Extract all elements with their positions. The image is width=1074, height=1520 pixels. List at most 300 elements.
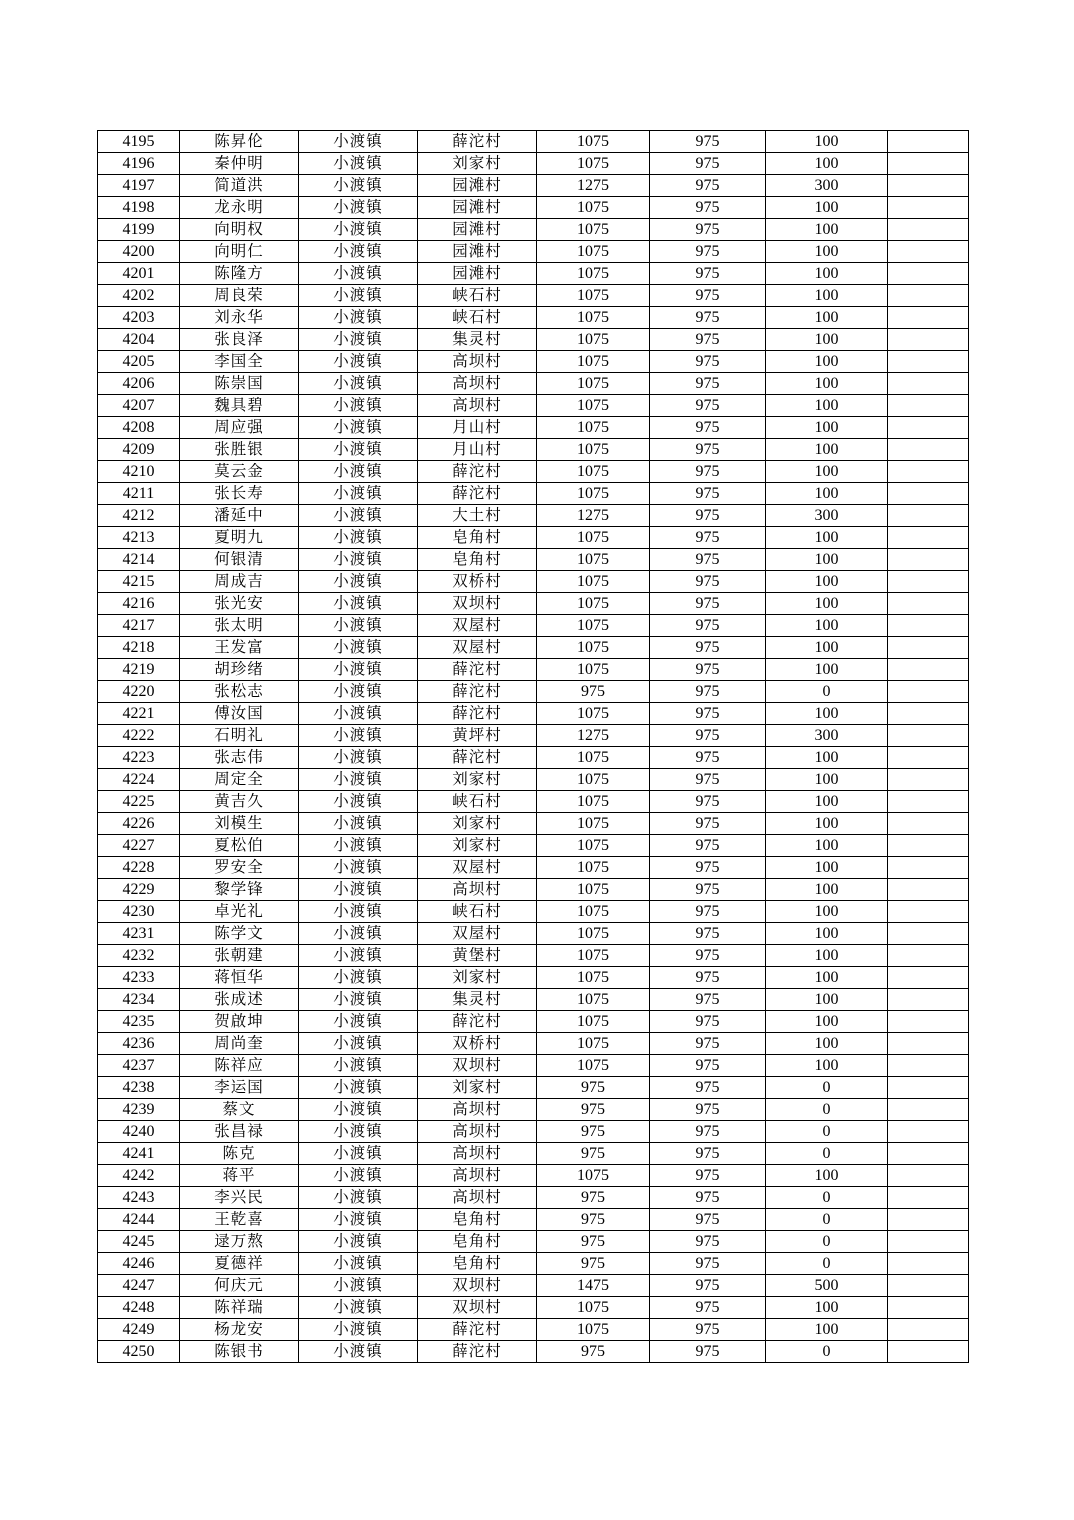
table-row xyxy=(98,1253,969,1275)
cell-amount-b: 975 xyxy=(650,659,766,681)
cell-name: 夏明九 xyxy=(180,527,299,549)
cell-amount-a: 1075 xyxy=(537,747,650,769)
cell-amount-diff: 100 xyxy=(766,967,888,989)
cell-amount-a: 1075 xyxy=(537,351,650,373)
cell-row-number: 4201 xyxy=(98,263,180,285)
cell-row-number: 4207 xyxy=(98,395,180,417)
cell-amount-b: 975 xyxy=(650,461,766,483)
table-row xyxy=(98,505,969,527)
cell-row-number: 4241 xyxy=(98,1143,180,1165)
cell-village: 薛沱村 xyxy=(418,703,537,725)
cell-village: 刘家村 xyxy=(418,1077,537,1099)
cell-amount-a: 975 xyxy=(537,1187,650,1209)
cell-amount-b: 975 xyxy=(650,989,766,1011)
cell-town: 小渡镇 xyxy=(299,395,418,417)
cell-row-number: 4247 xyxy=(98,1275,180,1297)
table-row xyxy=(98,1187,969,1209)
table-row xyxy=(98,791,969,813)
cell-amount-a: 975 xyxy=(537,1253,650,1275)
cell-remark xyxy=(888,901,969,923)
cell-village: 园滩村 xyxy=(418,241,537,263)
cell-amount-a: 1075 xyxy=(537,615,650,637)
cell-name: 夏松伯 xyxy=(180,835,299,857)
cell-town: 小渡镇 xyxy=(299,989,418,1011)
table-row xyxy=(98,967,969,989)
cell-remark xyxy=(888,835,969,857)
cell-town: 小渡镇 xyxy=(299,219,418,241)
cell-remark xyxy=(888,1319,969,1341)
cell-amount-diff: 100 xyxy=(766,637,888,659)
cell-remark xyxy=(888,659,969,681)
cell-village: 峡石村 xyxy=(418,307,537,329)
table-row xyxy=(98,197,969,219)
table-row xyxy=(98,351,969,373)
cell-town: 小渡镇 xyxy=(299,1011,418,1033)
cell-amount-diff: 100 xyxy=(766,395,888,417)
cell-remark xyxy=(888,1165,969,1187)
cell-town: 小渡镇 xyxy=(299,241,418,263)
cell-amount-diff: 0 xyxy=(766,1143,888,1165)
cell-amount-diff: 100 xyxy=(766,923,888,945)
cell-amount-b: 975 xyxy=(650,1077,766,1099)
cell-amount-a: 975 xyxy=(537,1143,650,1165)
cell-amount-b: 975 xyxy=(650,945,766,967)
cell-row-number: 4200 xyxy=(98,241,180,263)
cell-village: 双桥村 xyxy=(418,571,537,593)
cell-amount-a: 1075 xyxy=(537,1319,650,1341)
table-row xyxy=(98,527,969,549)
cell-name: 莫云金 xyxy=(180,461,299,483)
cell-amount-a: 1075 xyxy=(537,1165,650,1187)
cell-amount-diff: 300 xyxy=(766,505,888,527)
data-table xyxy=(97,130,969,1363)
cell-row-number: 4196 xyxy=(98,153,180,175)
cell-row-number: 4219 xyxy=(98,659,180,681)
cell-row-number: 4208 xyxy=(98,417,180,439)
cell-town: 小渡镇 xyxy=(299,197,418,219)
cell-amount-b: 975 xyxy=(650,329,766,351)
cell-row-number: 4199 xyxy=(98,219,180,241)
cell-town: 小渡镇 xyxy=(299,857,418,879)
cell-remark xyxy=(888,945,969,967)
cell-amount-diff: 100 xyxy=(766,549,888,571)
cell-remark xyxy=(888,1055,969,1077)
cell-amount-b: 975 xyxy=(650,285,766,307)
cell-amount-b: 975 xyxy=(650,747,766,769)
cell-amount-b: 975 xyxy=(650,549,766,571)
cell-name: 罗安全 xyxy=(180,857,299,879)
cell-row-number: 4228 xyxy=(98,857,180,879)
cell-amount-a: 1075 xyxy=(537,637,650,659)
cell-amount-b: 975 xyxy=(650,417,766,439)
cell-row-number: 4229 xyxy=(98,879,180,901)
cell-village: 峡石村 xyxy=(418,285,537,307)
cell-remark xyxy=(888,329,969,351)
cell-village: 双屋村 xyxy=(418,857,537,879)
cell-remark xyxy=(888,593,969,615)
cell-amount-a: 1075 xyxy=(537,1033,650,1055)
cell-village: 双坝村 xyxy=(418,1055,537,1077)
table-row xyxy=(98,263,969,285)
cell-amount-b: 975 xyxy=(650,593,766,615)
table-row xyxy=(98,747,969,769)
cell-amount-diff: 100 xyxy=(766,945,888,967)
table-row xyxy=(98,175,969,197)
cell-amount-diff: 100 xyxy=(766,1297,888,1319)
cell-village: 薛沱村 xyxy=(418,1011,537,1033)
cell-remark xyxy=(888,197,969,219)
cell-amount-b: 975 xyxy=(650,307,766,329)
cell-amount-a: 1075 xyxy=(537,703,650,725)
cell-amount-a: 1075 xyxy=(537,549,650,571)
cell-remark xyxy=(888,549,969,571)
cell-name: 周尚奎 xyxy=(180,1033,299,1055)
cell-remark xyxy=(888,989,969,1011)
cell-row-number: 4235 xyxy=(98,1011,180,1033)
table-row xyxy=(98,1055,969,1077)
cell-amount-diff: 0 xyxy=(766,1209,888,1231)
cell-amount-diff: 100 xyxy=(766,857,888,879)
cell-amount-b: 975 xyxy=(650,571,766,593)
cell-name: 周应强 xyxy=(180,417,299,439)
cell-amount-diff: 100 xyxy=(766,571,888,593)
cell-remark xyxy=(888,527,969,549)
cell-name: 张松志 xyxy=(180,681,299,703)
cell-remark xyxy=(888,461,969,483)
cell-town: 小渡镇 xyxy=(299,153,418,175)
cell-amount-a: 1075 xyxy=(537,439,650,461)
cell-village: 刘家村 xyxy=(418,813,537,835)
cell-name: 王乾喜 xyxy=(180,1209,299,1231)
cell-amount-diff: 100 xyxy=(766,307,888,329)
cell-remark xyxy=(888,747,969,769)
table-row xyxy=(98,681,969,703)
cell-amount-a: 1075 xyxy=(537,967,650,989)
cell-amount-b: 975 xyxy=(650,373,766,395)
cell-amount-a: 1075 xyxy=(537,945,650,967)
cell-amount-b: 975 xyxy=(650,131,766,153)
cell-remark xyxy=(888,1143,969,1165)
cell-remark xyxy=(888,1077,969,1099)
cell-remark xyxy=(888,923,969,945)
cell-row-number: 4244 xyxy=(98,1209,180,1231)
table-row xyxy=(98,285,969,307)
cell-village: 皂角村 xyxy=(418,1253,537,1275)
cell-town: 小渡镇 xyxy=(299,703,418,725)
cell-amount-diff: 0 xyxy=(766,1231,888,1253)
cell-remark xyxy=(888,373,969,395)
cell-amount-a: 975 xyxy=(537,681,650,703)
cell-remark xyxy=(888,1341,969,1363)
table-row xyxy=(98,835,969,857)
cell-row-number: 4249 xyxy=(98,1319,180,1341)
cell-village: 高坝村 xyxy=(418,1099,537,1121)
cell-town: 小渡镇 xyxy=(299,351,418,373)
cell-amount-a: 1075 xyxy=(537,285,650,307)
cell-amount-diff: 100 xyxy=(766,241,888,263)
table-row xyxy=(98,1319,969,1341)
table-row xyxy=(98,1033,969,1055)
cell-row-number: 4210 xyxy=(98,461,180,483)
cell-remark xyxy=(888,857,969,879)
cell-name: 何庆元 xyxy=(180,1275,299,1297)
cell-remark xyxy=(888,967,969,989)
cell-remark xyxy=(888,285,969,307)
cell-remark xyxy=(888,307,969,329)
cell-amount-diff: 100 xyxy=(766,417,888,439)
cell-amount-b: 975 xyxy=(650,1143,766,1165)
cell-row-number: 4203 xyxy=(98,307,180,329)
cell-amount-a: 975 xyxy=(537,1099,650,1121)
cell-amount-a: 1075 xyxy=(537,197,650,219)
cell-amount-b: 975 xyxy=(650,1253,766,1275)
cell-row-number: 4217 xyxy=(98,615,180,637)
cell-name: 卓光礼 xyxy=(180,901,299,923)
cell-amount-diff: 100 xyxy=(766,1033,888,1055)
table-row xyxy=(98,1011,969,1033)
cell-name: 陈崇国 xyxy=(180,373,299,395)
cell-row-number: 4242 xyxy=(98,1165,180,1187)
cell-row-number: 4250 xyxy=(98,1341,180,1363)
cell-remark xyxy=(888,637,969,659)
cell-amount-b: 975 xyxy=(650,1209,766,1231)
cell-row-number: 4238 xyxy=(98,1077,180,1099)
cell-name: 张昌禄 xyxy=(180,1121,299,1143)
cell-town: 小渡镇 xyxy=(299,637,418,659)
cell-remark xyxy=(888,1231,969,1253)
cell-town: 小渡镇 xyxy=(299,659,418,681)
table-row xyxy=(98,813,969,835)
cell-village: 园滩村 xyxy=(418,197,537,219)
cell-name: 张志伟 xyxy=(180,747,299,769)
cell-village: 双坝村 xyxy=(418,1297,537,1319)
cell-name: 简道洪 xyxy=(180,175,299,197)
cell-row-number: 4215 xyxy=(98,571,180,593)
cell-remark xyxy=(888,571,969,593)
cell-row-number: 4245 xyxy=(98,1231,180,1253)
cell-remark xyxy=(888,1275,969,1297)
cell-amount-diff: 100 xyxy=(766,1319,888,1341)
cell-town: 小渡镇 xyxy=(299,1165,418,1187)
cell-amount-diff: 100 xyxy=(766,813,888,835)
cell-village: 双桥村 xyxy=(418,1033,537,1055)
cell-town: 小渡镇 xyxy=(299,483,418,505)
cell-amount-b: 975 xyxy=(650,1319,766,1341)
table-row xyxy=(98,461,969,483)
cell-amount-diff: 100 xyxy=(766,263,888,285)
cell-row-number: 4225 xyxy=(98,791,180,813)
cell-name: 黎学锋 xyxy=(180,879,299,901)
table-row xyxy=(98,1231,969,1253)
cell-village: 大土村 xyxy=(418,505,537,527)
table-row xyxy=(98,439,969,461)
cell-amount-b: 975 xyxy=(650,351,766,373)
cell-amount-a: 1075 xyxy=(537,153,650,175)
cell-village: 双屋村 xyxy=(418,637,537,659)
cell-village: 月山村 xyxy=(418,417,537,439)
cell-name: 黄吉久 xyxy=(180,791,299,813)
cell-remark xyxy=(888,791,969,813)
cell-village: 刘家村 xyxy=(418,967,537,989)
cell-town: 小渡镇 xyxy=(299,747,418,769)
table-row xyxy=(98,945,969,967)
cell-amount-b: 975 xyxy=(650,791,766,813)
cell-name: 张太明 xyxy=(180,615,299,637)
cell-row-number: 4212 xyxy=(98,505,180,527)
cell-village: 高坝村 xyxy=(418,351,537,373)
table-row xyxy=(98,769,969,791)
cell-amount-a: 1075 xyxy=(537,813,650,835)
cell-amount-diff: 0 xyxy=(766,1121,888,1143)
cell-village: 刘家村 xyxy=(418,835,537,857)
cell-amount-diff: 100 xyxy=(766,153,888,175)
cell-town: 小渡镇 xyxy=(299,307,418,329)
cell-name: 张朝建 xyxy=(180,945,299,967)
cell-amount-a: 1075 xyxy=(537,923,650,945)
cell-amount-diff: 100 xyxy=(766,285,888,307)
cell-amount-b: 975 xyxy=(650,1011,766,1033)
cell-town: 小渡镇 xyxy=(299,791,418,813)
cell-town: 小渡镇 xyxy=(299,263,418,285)
cell-name: 李兴民 xyxy=(180,1187,299,1209)
cell-name: 蒋恒华 xyxy=(180,967,299,989)
cell-name: 胡珍绪 xyxy=(180,659,299,681)
cell-village: 皂角村 xyxy=(418,1209,537,1231)
table-row xyxy=(98,989,969,1011)
table-row xyxy=(98,1143,969,1165)
cell-amount-a: 975 xyxy=(537,1209,650,1231)
cell-village: 皂角村 xyxy=(418,549,537,571)
cell-amount-diff: 0 xyxy=(766,1253,888,1275)
cell-village: 刘家村 xyxy=(418,153,537,175)
cell-village: 峡石村 xyxy=(418,901,537,923)
cell-amount-b: 975 xyxy=(650,439,766,461)
cell-name: 贺啟坤 xyxy=(180,1011,299,1033)
cell-amount-diff: 100 xyxy=(766,439,888,461)
table-row xyxy=(98,131,969,153)
cell-town: 小渡镇 xyxy=(299,1033,418,1055)
cell-town: 小渡镇 xyxy=(299,901,418,923)
cell-town: 小渡镇 xyxy=(299,1077,418,1099)
cell-name: 陈银书 xyxy=(180,1341,299,1363)
cell-name: 陈昇伦 xyxy=(180,131,299,153)
cell-amount-b: 975 xyxy=(650,263,766,285)
cell-amount-diff: 100 xyxy=(766,989,888,1011)
cell-name: 向明权 xyxy=(180,219,299,241)
cell-amount-a: 1075 xyxy=(537,571,650,593)
table-row xyxy=(98,725,969,747)
cell-amount-a: 1075 xyxy=(537,593,650,615)
cell-amount-b: 975 xyxy=(650,1231,766,1253)
cell-name: 李运国 xyxy=(180,1077,299,1099)
cell-remark xyxy=(888,219,969,241)
cell-amount-b: 975 xyxy=(650,813,766,835)
cell-town: 小渡镇 xyxy=(299,175,418,197)
cell-amount-a: 1075 xyxy=(537,263,650,285)
cell-amount-b: 975 xyxy=(650,1275,766,1297)
cell-amount-a: 1075 xyxy=(537,1055,650,1077)
cell-row-number: 4233 xyxy=(98,967,180,989)
cell-row-number: 4222 xyxy=(98,725,180,747)
cell-row-number: 4214 xyxy=(98,549,180,571)
cell-town: 小渡镇 xyxy=(299,967,418,989)
cell-amount-b: 975 xyxy=(650,1341,766,1363)
cell-row-number: 4239 xyxy=(98,1099,180,1121)
cell-row-number: 4213 xyxy=(98,527,180,549)
table-row xyxy=(98,483,969,505)
cell-amount-diff: 0 xyxy=(766,1187,888,1209)
cell-amount-diff: 100 xyxy=(766,879,888,901)
cell-amount-b: 975 xyxy=(650,1033,766,1055)
cell-village: 薛沱村 xyxy=(418,659,537,681)
cell-amount-a: 1075 xyxy=(537,461,650,483)
cell-amount-diff: 0 xyxy=(766,1341,888,1363)
table-row xyxy=(98,329,969,351)
cell-remark xyxy=(888,1187,969,1209)
cell-name: 傅汝国 xyxy=(180,703,299,725)
cell-amount-b: 975 xyxy=(650,901,766,923)
cell-amount-diff: 300 xyxy=(766,725,888,747)
table-row xyxy=(98,571,969,593)
cell-amount-a: 1075 xyxy=(537,395,650,417)
cell-town: 小渡镇 xyxy=(299,923,418,945)
cell-amount-b: 975 xyxy=(650,1055,766,1077)
cell-village: 集灵村 xyxy=(418,989,537,1011)
cell-amount-a: 1075 xyxy=(537,1011,650,1033)
cell-village: 高坝村 xyxy=(418,1187,537,1209)
cell-name: 夏德祥 xyxy=(180,1253,299,1275)
cell-village: 薛沱村 xyxy=(418,131,537,153)
cell-town: 小渡镇 xyxy=(299,461,418,483)
cell-village: 双屋村 xyxy=(418,615,537,637)
cell-amount-a: 1075 xyxy=(537,131,650,153)
cell-name: 陈隆方 xyxy=(180,263,299,285)
cell-name: 向明仁 xyxy=(180,241,299,263)
cell-amount-diff: 100 xyxy=(766,769,888,791)
cell-remark xyxy=(888,879,969,901)
table-row xyxy=(98,593,969,615)
cell-village: 薛沱村 xyxy=(418,747,537,769)
table-row xyxy=(98,307,969,329)
cell-remark xyxy=(888,1297,969,1319)
table-row xyxy=(98,1209,969,1231)
cell-row-number: 4223 xyxy=(98,747,180,769)
cell-amount-diff: 500 xyxy=(766,1275,888,1297)
cell-name: 周成吉 xyxy=(180,571,299,593)
cell-amount-diff: 0 xyxy=(766,1099,888,1121)
cell-town: 小渡镇 xyxy=(299,879,418,901)
cell-amount-a: 1075 xyxy=(537,527,650,549)
cell-name: 蒋平 xyxy=(180,1165,299,1187)
cell-amount-a: 975 xyxy=(537,1121,650,1143)
table-row xyxy=(98,879,969,901)
table-row xyxy=(98,857,969,879)
cell-remark xyxy=(888,725,969,747)
cell-name: 秦仲明 xyxy=(180,153,299,175)
cell-amount-a: 975 xyxy=(537,1231,650,1253)
cell-town: 小渡镇 xyxy=(299,681,418,703)
cell-row-number: 4246 xyxy=(98,1253,180,1275)
cell-amount-a: 1075 xyxy=(537,373,650,395)
cell-remark xyxy=(888,1033,969,1055)
cell-town: 小渡镇 xyxy=(299,549,418,571)
cell-amount-b: 975 xyxy=(650,769,766,791)
cell-name: 逯万熬 xyxy=(180,1231,299,1253)
cell-amount-a: 975 xyxy=(537,1077,650,1099)
table-row xyxy=(98,1165,969,1187)
cell-amount-a: 1475 xyxy=(537,1275,650,1297)
cell-remark xyxy=(888,175,969,197)
